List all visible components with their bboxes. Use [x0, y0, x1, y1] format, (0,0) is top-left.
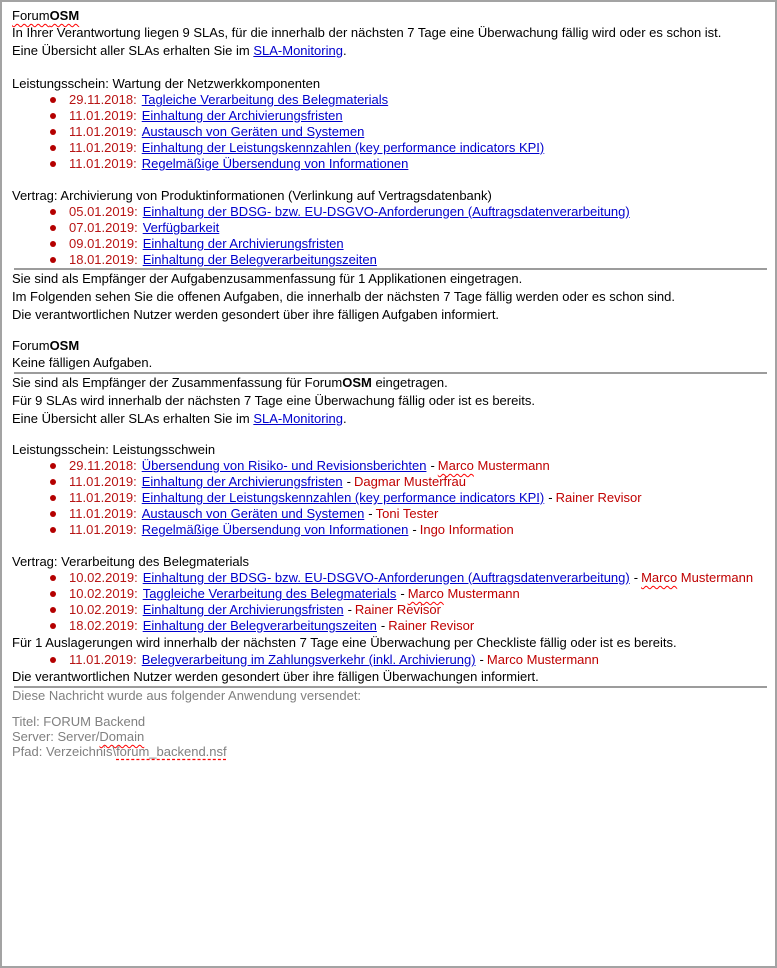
- sla-intro-line1: In Ihrer Verantwortung liegen 9 SLAs, für die innerhalb der nächsten 7 Tage eine Überwachung fällig wird oder es schon ist.: [12, 25, 722, 40]
- responsible-user: [487, 652, 599, 667]
- due-date: 11.01.2019:: [69, 506, 137, 521]
- brand-regular: Forum: [12, 8, 50, 23]
- name-separator: -: [368, 506, 373, 521]
- due-date: 18.01.2019:: [69, 252, 138, 267]
- sla-item: [12, 570, 767, 586]
- responsible-user: [355, 602, 441, 617]
- bullet-icon: [50, 97, 56, 103]
- brand-bold: OSM: [49, 8, 80, 23]
- sla-monitoring-link[interactable]: SLA-Monitoring: [253, 411, 343, 426]
- sla-task-link[interactable]: Einhaltung der Belegverarbeitungszeiten: [142, 618, 377, 633]
- sla-task-link[interactable]: Einhaltung der Archivierungsfristen: [142, 236, 344, 251]
- due-date: 11.01.2019:: [69, 124, 137, 139]
- bullet-icon: [50, 209, 56, 215]
- app-title-second: [12, 338, 767, 354]
- footer-title-line: Titel: FORUM Backend: [12, 714, 146, 729]
- app-title: [12, 8, 767, 24]
- bullet-icon: [50, 257, 56, 263]
- bullet-icon: [50, 225, 56, 231]
- sla-task-link[interactable]: Austausch von Geräten und Systemen: [141, 506, 365, 521]
- bullet-icon: [50, 591, 56, 597]
- due-date: 10.02.2019:: [69, 602, 138, 617]
- sla-item: [12, 506, 767, 522]
- name-separator: -: [548, 490, 553, 505]
- sla-task-link[interactable]: Taggleiche Verarbeitung des Belegmaterials: [142, 586, 397, 601]
- name-rest: Marco Mustermann: [486, 652, 599, 667]
- tasks-explanation: [12, 288, 767, 324]
- sla-intro-line2: Eine Übersicht aller SLAs erhalten Sie im: [12, 43, 254, 58]
- bullet-icon: [50, 511, 56, 517]
- section-heading: Leistungsschein: Leistungsschwein: [12, 442, 216, 457]
- section-heading: Vertrag: Verarbeitung des Belegmaterials: [12, 554, 250, 569]
- bullet-icon: [50, 527, 56, 533]
- summary-line2: Für 9 SLAs wird innerhalb der nächsten 7 Tage eine Überwachung fällig oder ist es bereits.: [12, 393, 535, 408]
- summary-line3: Eine Übersicht aller SLAs erhalten Sie im: [12, 411, 254, 426]
- responsible-user: [641, 570, 753, 585]
- footer-server-line: [12, 729, 767, 744]
- responsible-user: [354, 474, 466, 489]
- bullet-icon: [50, 113, 56, 119]
- responsible-user: [438, 458, 550, 473]
- sla-item: [12, 140, 767, 156]
- sla-item: [12, 602, 767, 618]
- responsible-user: [376, 506, 439, 521]
- bullet-icon: [50, 241, 56, 247]
- sla-item: [12, 458, 767, 474]
- bullet-icon: [50, 145, 56, 151]
- sla-task-link[interactable]: Übersendung von Risiko- und Revisionsberichten: [141, 458, 427, 473]
- sla-list: [12, 458, 767, 538]
- checklist-outro: Die verantwortlichen Nutzer werden gesondert über ihre fälligen Überwachungen informiert.: [12, 669, 539, 684]
- name-separator: -: [479, 652, 484, 667]
- name-separator: -: [633, 570, 639, 585]
- sla-item: [12, 236, 767, 252]
- sla-overview-intro: [12, 24, 767, 60]
- brand-regular: Forum: [12, 338, 50, 353]
- name-rest: Mustermann: [473, 458, 550, 473]
- tasks-line3: Die verantwortlichen Nutzer werden gesondert über ihre fälligen Aufgaben informiert.: [12, 307, 500, 322]
- sla-item: [12, 124, 767, 140]
- name-rest: Ingo Information: [419, 522, 514, 537]
- sla-item: [12, 490, 767, 506]
- sla-task-link[interactable]: Verfügbarkeit: [142, 220, 220, 235]
- name-separator: -: [412, 522, 417, 537]
- due-date: 07.01.2019:: [69, 220, 138, 235]
- summary-line1-post: eingetragen.: [371, 375, 448, 390]
- responsible-user: [420, 522, 514, 537]
- due-date: 29.11.2018:: [69, 458, 137, 473]
- tasks-line2: Im Folgenden sehen Sie die offenen Aufgaben, die innerhalb der nächsten 7 Tage fällig werden oder es schon sind.: [12, 289, 675, 304]
- server-domain-misspelled: Domain: [99, 729, 145, 744]
- name-misspelled-part: Marco: [641, 570, 678, 585]
- due-date: 11.01.2019:: [69, 156, 137, 171]
- sla-item: [12, 108, 767, 124]
- bullet-icon: [50, 575, 56, 581]
- due-date: 11.01.2019:: [69, 140, 137, 155]
- name-rest: Mustermann: [677, 570, 754, 585]
- responsible-user: [556, 490, 642, 505]
- vertrag-verarbeitung-section: [12, 554, 767, 634]
- brand-bold: OSM: [342, 375, 372, 390]
- responsible-user: [388, 618, 474, 633]
- name-separator: -: [380, 618, 386, 633]
- sla-item: [12, 220, 767, 236]
- sla-list: [12, 92, 767, 172]
- summary-recipient-line: [12, 374, 767, 392]
- sla-item: [12, 204, 767, 220]
- due-date: 29.11.2018:: [69, 92, 137, 107]
- bullet-icon: [50, 607, 56, 613]
- name-separator: -: [400, 586, 405, 601]
- checklist-intro: Für 1 Auslagerungen wird innerhalb der nächsten 7 Tage eine Überwachung per Checkliste fällig oder ist es bereits.: [12, 635, 677, 650]
- summary-sla-intro: [12, 392, 767, 428]
- leistungsschein-wartung-section: [12, 76, 767, 172]
- due-date: 11.01.2019:: [69, 522, 137, 537]
- bullet-icon: [50, 161, 56, 167]
- bullet-icon: [50, 623, 56, 629]
- sla-item: [12, 156, 767, 172]
- name-misspelled-part: Marco: [407, 586, 444, 601]
- server-label: Server: Server/: [12, 729, 100, 744]
- sla-monitoring-link[interactable]: SLA-Monitoring: [253, 43, 343, 58]
- sla-item: [12, 586, 767, 602]
- name-rest: Rainer Revisor: [555, 490, 642, 505]
- summary-line3-end: .: [342, 411, 347, 426]
- sla-task-link[interactable]: Einhaltung der BDSG- bzw. EU-DSGVO-Anforderungen (Auftragsdatenverarbeitung): [142, 204, 630, 219]
- sla-task-link[interactable]: Einhaltung der BDSG- bzw. EU-DSGVO-Anforderungen (Auftragsdatenverarbeitung): [142, 570, 630, 585]
- name-separator: -: [346, 474, 351, 489]
- bullet-icon: [50, 657, 56, 663]
- sla-item: [12, 652, 767, 668]
- bullet-icon: [50, 495, 56, 501]
- name-rest: Dagmar Musterfrau: [353, 474, 466, 489]
- sla-task-link[interactable]: Belegverarbeitung im Zahlungsverkehr (inkl. Archivierung): [141, 652, 476, 667]
- bullet-icon: [50, 129, 56, 135]
- sla-item: [12, 252, 767, 268]
- due-date: 10.02.2019:: [69, 586, 138, 601]
- name-rest: Rainer Revisor: [388, 618, 475, 633]
- name-rest: Toni Tester: [375, 506, 439, 521]
- tasks-recipient-line: Sie sind als Empfänger der Aufgabenzusammenfassung für 1 Applikationen eingetragen.: [12, 271, 523, 286]
- sla-item: [12, 474, 767, 490]
- sla-task-link[interactable]: Einhaltung der Belegverarbeitungszeiten: [142, 252, 377, 267]
- sla-task-link[interactable]: Einhaltung der Archivierungsfristen: [141, 474, 343, 489]
- vertrag-archivierung-section: [12, 188, 767, 268]
- due-date: 11.01.2019:: [69, 108, 137, 123]
- bullet-icon: [50, 463, 56, 469]
- due-date: 10.02.2019:: [69, 570, 138, 585]
- path-label: Pfad: Verzeichnis\: [12, 744, 117, 759]
- sla-task-link[interactable]: Einhaltung der Leistungskennzahlen (key performance indicators KPI): [141, 490, 545, 505]
- footer-sent-from-line: Diese Nachricht wurde aus folgender Anwendung versendet:: [12, 688, 362, 703]
- due-date: 11.01.2019:: [69, 474, 137, 489]
- due-date: 09.01.2019:: [69, 236, 138, 251]
- bullet-icon: [50, 479, 56, 485]
- path-filename-misspelled: forum_backend.nsf: [116, 744, 227, 759]
- no-tasks-line: Keine fälligen Aufgaben.: [12, 355, 153, 370]
- brand-bold: OSM: [49, 338, 80, 353]
- sla-list: [12, 204, 767, 268]
- due-date: 05.01.2019:: [69, 204, 138, 219]
- sla-task-link[interactable]: Einhaltung der Leistungskennzahlen (key performance indicators KPI): [141, 140, 545, 155]
- leistungsschein-leistungsschwein-section: [12, 442, 767, 538]
- name-misspelled-part: Marco: [437, 458, 474, 473]
- due-date: 11.01.2019:: [69, 652, 137, 667]
- due-date: 11.01.2019:: [69, 490, 137, 505]
- name-rest: Mustermann: [443, 586, 520, 601]
- checklist-list: [12, 652, 767, 668]
- sla-task-link[interactable]: Tagleiche Verarbeitung des Belegmaterials: [141, 92, 389, 107]
- sla-task-link[interactable]: Einhaltung der Archivierungsfristen: [142, 602, 344, 617]
- sla-task-link[interactable]: Regelmäßige Übersendung von Informationen: [141, 156, 409, 171]
- sla-item: [12, 92, 767, 108]
- summary-line1-pre: Sie sind als Empfänger der Zusammenfassung für Forum: [12, 375, 343, 390]
- name-separator: -: [430, 458, 435, 473]
- sla-list: [12, 570, 767, 634]
- app-title-text: [12, 8, 79, 23]
- sla-intro-line2-end: .: [342, 43, 347, 58]
- sla-task-link[interactable]: Austausch von Geräten und Systemen: [141, 124, 365, 139]
- name-separator: -: [347, 602, 352, 617]
- responsible-user: [408, 586, 520, 601]
- footer-path-line: [12, 744, 767, 759]
- sla-item: [12, 618, 767, 634]
- section-heading: Vertrag: Archivierung von Produktinformationen (Verlinkung auf Vertragsdatenbank): [12, 188, 492, 203]
- name-rest: Rainer Revisor: [354, 602, 441, 617]
- sla-task-link[interactable]: Regelmäßige Übersendung von Informationen: [141, 522, 409, 537]
- sla-task-link[interactable]: Einhaltung der Archivierungsfristen: [141, 108, 343, 123]
- section-heading: Leistungsschein: Wartung der Netzwerkkomponenten: [12, 76, 321, 91]
- due-date: 18.02.2019:: [69, 618, 138, 633]
- footer-note: [12, 688, 767, 759]
- sla-item: [12, 522, 767, 538]
